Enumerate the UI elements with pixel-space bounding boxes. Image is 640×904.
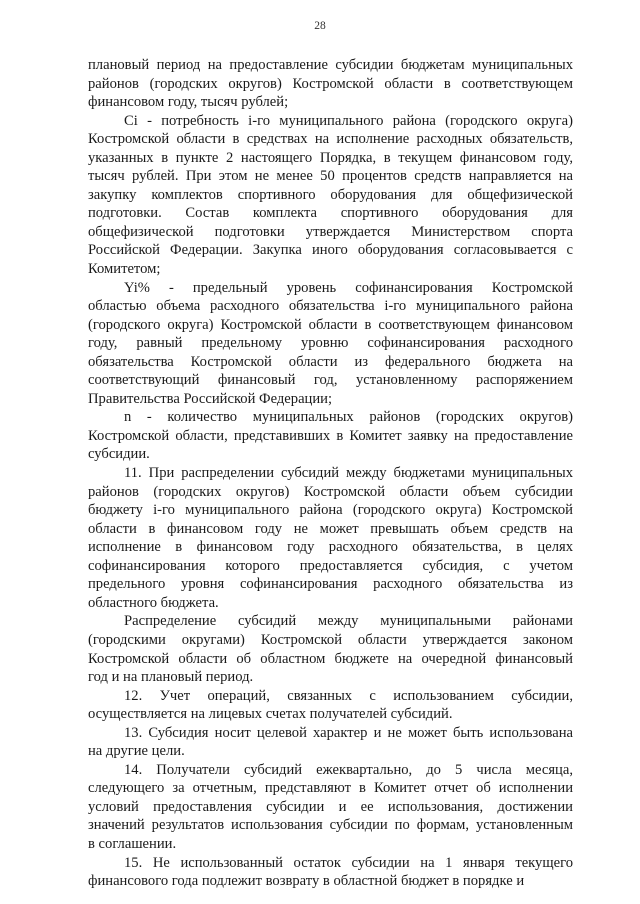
paragraph: [88, 408, 573, 464]
text-line: закупку комплектов спортивного оборудования для общефизической: [88, 186, 573, 203]
text-line: осуществляется на лицевых счетах получателей субсидий.: [88, 706, 453, 723]
text-line: 13. Субсидия носит целевой характер и не может быть использована: [124, 724, 573, 741]
document-body: [88, 56, 573, 891]
text-line: 15. Не использованный остаток субсидии на 1 января текущего: [124, 854, 573, 871]
text-line: следующего за отчетным, представляют в Комитет отчет об исполнении: [88, 780, 573, 797]
text-line: на другие цели.: [88, 743, 185, 760]
text-line: условий предоставления субсидии и ее использования, достижении: [88, 798, 573, 815]
text-line: соответствующий финансовый год, установленному распоряжением: [88, 372, 573, 389]
paragraph: [88, 854, 573, 891]
text-line: год и на плановый период.: [88, 669, 254, 686]
text-line: 12. Учет операций, связанных с использованием субсидии,: [124, 687, 573, 704]
text-line: областного бюджета.: [88, 594, 219, 611]
text-line: финансовом году, тысяч рублей;: [88, 94, 289, 111]
text-line: Костромской области, представивших в Комитет заявку на предоставление: [88, 427, 573, 444]
text-line: году, равный предельному уровню софинансирования расходного: [88, 335, 573, 352]
text-line: Правительства Российской Федерации;: [88, 390, 333, 407]
paragraph: [88, 612, 573, 686]
text-line: Распределение субсидий между муниципальными районами: [124, 613, 573, 630]
text-line: значений результатов использования субсидии по формам, установленным: [88, 817, 573, 834]
text-line: n - количество муниципальных районов (городских округов): [124, 409, 573, 426]
page-number: 28: [314, 20, 326, 32]
text-line: Комитетом;: [88, 261, 161, 278]
text-line: 14. Получатели субсидий ежеквартально, до 5 числа месяца,: [124, 761, 573, 778]
text-line: (городскими округами) Костромской области утверждается законом: [88, 631, 573, 648]
text-line: районов (городских округов) Костромской области в соответствующем: [88, 75, 573, 92]
text-line: софинансирования которого предоставляется субсидия, с учетом: [88, 557, 573, 574]
paragraph: [88, 724, 573, 761]
text-line: областью объема расходного обязательства i-го муниципального района: [88, 298, 573, 315]
text-line: общефизической подготовки утверждается Министерством спорта: [88, 223, 573, 240]
text-line: субсидии.: [88, 446, 150, 463]
text-line: предельного уровня софинансирования расходного обязательства из: [88, 576, 573, 593]
text-line: бюджету i-го муниципального района (городского округа) Костромской: [88, 502, 573, 519]
text-line: (городского округа) Костромской области в соответствующем финансовом: [88, 316, 573, 333]
text-line: Ci - потребность i-го муниципального района (городского округа): [124, 112, 573, 129]
text-line: тысяч рублей. При этом не менее 50 процентов средств направляется на: [88, 168, 573, 185]
text-line: 11. При распределении субсидий между бюджетами муниципальных: [124, 465, 573, 482]
text-line: Yi% - предельный уровень софинансирования Костромской: [124, 279, 573, 296]
paragraph: [88, 112, 573, 279]
text-line: обязательства Костромской области из федерального бюджета на: [88, 353, 573, 370]
paragraph: [88, 279, 573, 409]
paragraph: [88, 464, 573, 612]
text-line: в соглашении.: [88, 835, 177, 852]
text-line: Российской Федерации. Закупка иного оборудования согласовывается с: [88, 242, 573, 259]
text-line: исполнение в финансовом году расходного обязательства, в целях: [88, 539, 573, 556]
text-line: области в финансовом году не может превышать объем средств на: [88, 520, 573, 537]
text-line: плановый период на предоставление субсидии бюджетам муниципальных: [88, 57, 573, 73]
text-line: Костромской области в средствах на исполнение расходных обязательств,: [88, 131, 573, 148]
text-line: подготовки. Состав комплекта спортивного оборудования для: [88, 205, 573, 222]
text-line: указанных в пункте 2 настоящего Порядка, в текущем финансовом году,: [88, 149, 573, 166]
paragraph: [88, 761, 573, 854]
text-line: Костромской области об областном бюджете на очередной финансовый: [88, 650, 573, 667]
paragraph: [88, 56, 573, 112]
text-line: районов (городских округов) Костромской области объем субсидии: [88, 483, 573, 500]
text-line: финансового года подлежит возврату в областной бюджет в порядке и: [88, 873, 525, 890]
paragraph: [88, 687, 573, 724]
